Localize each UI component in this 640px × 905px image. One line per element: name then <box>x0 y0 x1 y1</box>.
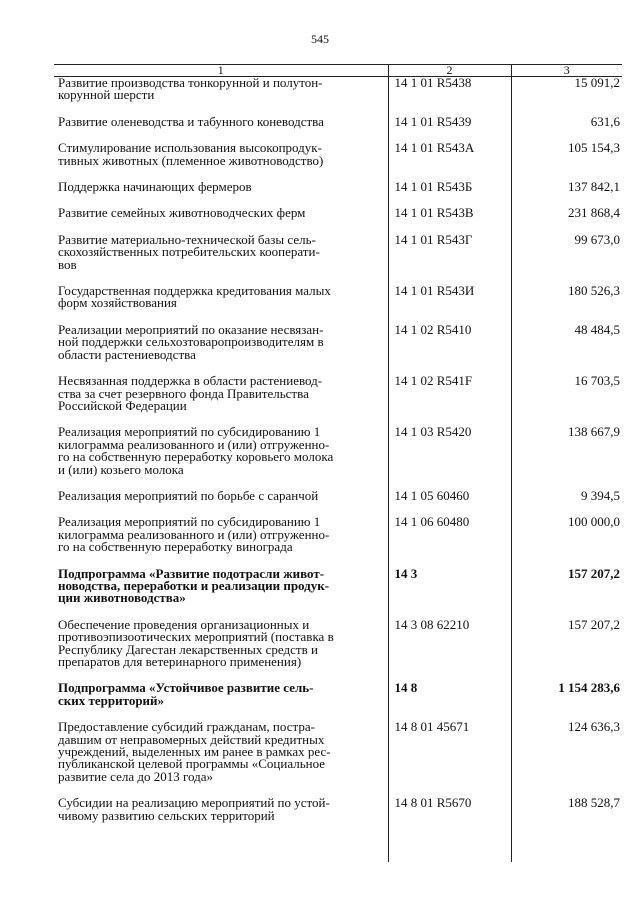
row-amount-cell: 1 154 283,6 <box>558 680 620 696</box>
spacer-cell <box>511 822 622 862</box>
row-amount-cell: 157 207,2 <box>568 616 620 632</box>
row-name-line: и (или) козьего молока <box>58 461 184 477</box>
row-name-cell <box>54 113 388 129</box>
row-amount-cell: 100 000,0 <box>568 514 620 530</box>
row-code-cell: 14 1 05 60460 <box>388 490 511 502</box>
row-amount-cell: 138 667,9 <box>568 424 620 440</box>
row-name-cell <box>54 487 388 503</box>
row-amount-cell: 631,6 <box>590 113 620 129</box>
row-name-line: килограмма реализованного и (или) отгруженно- <box>58 526 330 542</box>
table-row <box>54 490 622 502</box>
row-amount-cell: 137 842,1 <box>568 179 620 195</box>
row-amount-cell: 15 091,2 <box>574 75 620 90</box>
row-name-line: ции животноводства» <box>58 590 186 606</box>
row-code-cell: 14 3 08 62210 <box>388 619 511 669</box>
row-name-line: скохозяйственных потребительских кооперати- <box>58 244 320 260</box>
table-row <box>54 116 622 128</box>
table-row <box>54 426 622 476</box>
row-amount-cell: 16 703,5 <box>574 373 620 389</box>
row-code-cell: 14 1 01 R543Б <box>388 181 511 193</box>
row-name-line: Субсидии на реализацию мероприятий по устой- <box>58 795 330 811</box>
row-name-line: Реализация мероприятий по субсидированию 1 <box>58 424 321 440</box>
row-name-cell <box>54 565 388 606</box>
row-name-cell <box>54 207 388 219</box>
page-number: 545 <box>311 32 329 46</box>
row-amount-cell: 157 207,2 <box>568 565 620 581</box>
row-name-line: препаратов для ветеринарного применения) <box>58 654 302 669</box>
table-row <box>54 181 622 193</box>
row-code-cell: 14 8 <box>388 682 511 707</box>
row-name-cell <box>54 77 388 102</box>
table-row <box>54 234 622 271</box>
row-name-cell <box>54 516 388 553</box>
row-name-line: ства за счет резервного фонда Правительства <box>58 385 309 401</box>
row-name-line: вов <box>58 256 77 272</box>
row-name-line: Реализация мероприятий по субсидированию 1 <box>58 514 321 530</box>
row-name-cell <box>54 426 388 476</box>
row-name-line: тивных животных (племенное животноводство) <box>58 152 324 168</box>
table-row <box>54 516 622 553</box>
row-name-line: Несвязанная поддержка в области растениевод- <box>58 373 323 389</box>
row-name-line: давшим от неправомерных действий кредитных <box>58 731 325 747</box>
row-name-cell <box>54 231 388 272</box>
row-code-cell: 14 8 01 R5670 <box>388 797 511 822</box>
row-name-line: ских территорий» <box>58 692 165 708</box>
row-name-line: Развитие материально-технической базы сель- <box>58 231 316 247</box>
row-spacer <box>54 822 622 862</box>
row-name-cell <box>54 285 388 310</box>
row-name-cell <box>54 616 388 669</box>
table-row <box>54 568 622 605</box>
spacer-cell <box>388 822 511 862</box>
row-code-cell: 14 1 01 R5438 <box>388 77 511 102</box>
row-amount-cell: 105 154,3 <box>568 140 620 156</box>
table-row <box>54 721 622 783</box>
column-header-2: 2 <box>388 65 511 77</box>
budget-table <box>54 64 622 862</box>
row-code-cell: 14 1 02 R541F <box>388 375 511 412</box>
table-row <box>54 77 622 102</box>
row-amount-cell: 231 868,4 <box>568 205 620 221</box>
row-name-line: Обеспечение проведения организационных и <box>58 616 310 632</box>
row-amount-cell: 124 636,3 <box>568 719 620 735</box>
row-name-line: Стимулирование использования высокопродук- <box>58 140 322 156</box>
row-name-line: противоэпизоотических мероприятий (поставка в <box>58 629 334 645</box>
row-name-line: Республику Дагестан лекарственных средств и <box>58 641 318 657</box>
row-amount-cell: 9 394,5 <box>581 487 620 503</box>
spacer-cell <box>54 822 388 862</box>
row-name-cell <box>54 375 388 412</box>
row-code-cell: 14 1 01 R543И <box>388 285 511 310</box>
row-code-cell: 14 1 01 R543А <box>388 142 511 167</box>
row-name-line: Подпрограмма «Устойчивое развитие сель- <box>58 680 314 696</box>
row-name-line: чивому развитию сельских территорий <box>58 807 275 823</box>
row-name-cell <box>54 721 388 783</box>
row-name-cell <box>54 682 388 707</box>
row-amount-cell: 188 528,7 <box>568 795 620 811</box>
row-name-line: новодства, переработки и реализации продук- <box>58 577 330 593</box>
row-amount-cell: 48 484,5 <box>574 321 620 337</box>
row-name-line: Развитие семейных животноводческих ферм <box>58 205 306 221</box>
row-name-cell <box>54 321 388 362</box>
row-name-line: го на собственную переработку коровьего молока <box>58 449 334 465</box>
row-name-line: го на собственную переработку винограда <box>58 539 293 555</box>
table-row <box>54 207 622 219</box>
row-name-line: Российской Федерации <box>58 397 187 413</box>
row-code-cell: 14 1 02 R5410 <box>388 324 511 361</box>
table-row <box>54 682 622 707</box>
row-name-line: Реализация мероприятий по борьбе с саранчой <box>58 487 319 503</box>
row-name-line: корунной шерсти <box>58 87 155 103</box>
row-amount-cell: 99 673,0 <box>574 231 620 247</box>
row-name-cell <box>54 797 388 822</box>
table-row <box>54 375 622 412</box>
row-name-line: Развитие оленеводства и табунного коневодства <box>58 113 324 129</box>
table-row <box>54 285 622 310</box>
row-code-cell: 14 1 01 R543Г <box>388 234 511 271</box>
row-code-cell: 14 8 01 45671 <box>388 721 511 783</box>
column-header-1: 1 <box>54 65 388 77</box>
row-name-line: публиканской целевой программы «Социальное <box>58 756 326 772</box>
row-name-line: Подпрограмма «Развитие подотрасли живот- <box>58 565 325 581</box>
table-body <box>54 77 622 863</box>
table-row <box>54 324 622 361</box>
row-name-line: форм хозяйствования <box>58 295 177 311</box>
row-name-line: ной поддержки сельхозтоваропроизводителям в <box>58 334 324 350</box>
row-name-line: Предоставление субсидий гражданам, постра- <box>58 719 315 735</box>
table-row <box>54 619 622 669</box>
row-code-cell: 14 3 <box>388 568 511 605</box>
row-name-line: Государственная поддержка кредитования малых <box>58 283 331 299</box>
table-row <box>54 797 622 822</box>
row-code-cell: 14 1 06 60480 <box>388 516 511 553</box>
row-name-cell <box>54 142 388 167</box>
row-code-cell: 14 1 03 R5420 <box>388 426 511 476</box>
row-name-line: учреждений, выделенных им ранее в рамках рес- <box>58 744 331 760</box>
row-name-line: Реализации мероприятий по оказание несвязан- <box>58 321 324 337</box>
table-row <box>54 142 622 167</box>
row-name-line: развитие села до 2013 года» <box>58 768 213 784</box>
row-name-line: Развитие производства тонкорунной и полутон- <box>58 75 323 90</box>
row-name-line: области растениеводства <box>58 346 196 362</box>
column-header-3: 3 <box>511 65 622 77</box>
row-code-cell: 14 1 01 R543В <box>388 207 511 219</box>
row-code-cell: 14 1 01 R5439 <box>388 116 511 128</box>
row-name-line: Поддержка начинающих фермеров <box>58 179 252 195</box>
row-name-cell <box>54 181 388 193</box>
row-amount-cell: 180 526,3 <box>568 283 620 299</box>
row-name-line: килограмма реализованного и (или) отгруженно- <box>58 436 330 452</box>
